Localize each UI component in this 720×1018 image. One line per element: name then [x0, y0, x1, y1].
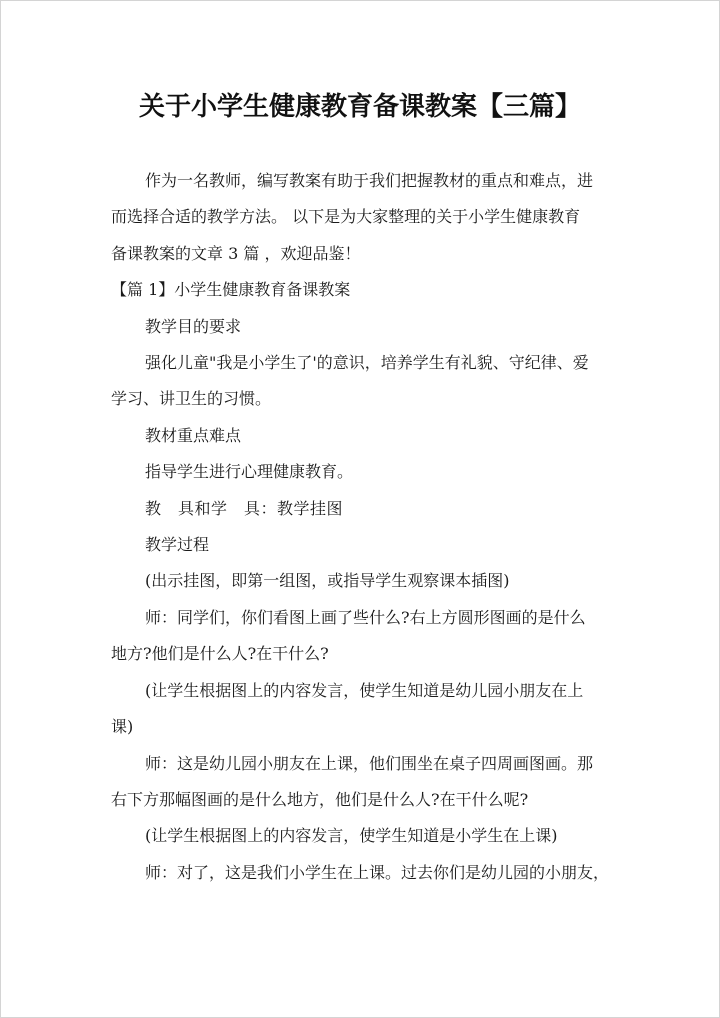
- paragraph-line: 作为一名教师，编写教案有助于我们把握教材的重点和难点，进: [145, 171, 594, 190]
- subheading: 教学目的要求: [145, 316, 242, 336]
- section-heading: 【篇 1】小学生健康教育备课教案: [111, 280, 351, 300]
- subheading: 教材重点难点: [145, 425, 242, 445]
- paragraph-line: 备课教案的文章 3 篇 ，欢迎品鉴！: [111, 243, 361, 263]
- paragraph-line: 指导学生进行心理健康教育。: [145, 462, 354, 482]
- paragraph-line: 师：同学们，你们看图上画了些什么?右上方圆形图画的是什么: [145, 607, 586, 627]
- paragraph-line: 师：这是幼儿园小朋友在上课，他们围坐在桌子四周画图画。那: [145, 753, 594, 773]
- subheading: 教学过程: [145, 535, 210, 555]
- document-body: [111, 163, 617, 891]
- paragraph-line: (让学生根据图上的内容发言，使学生知道是小学生在上课): [145, 826, 558, 846]
- paragraph-line: (让学生根据图上的内容发言，使学生知道是幼儿园小朋友在上: [145, 680, 584, 700]
- paragraph-line: 课): [111, 717, 134, 737]
- paragraph-line: 右下方那幅图画的是什么地方，他们是什么人?在干什么呢?: [111, 789, 529, 809]
- document-title: 关于小学生健康教育备课教案【三篇】: [138, 92, 581, 122]
- paragraph-line: 强化儿童"我是小学生了'的意识，培养学生有礼貌、守纪律、爱: [145, 353, 589, 373]
- paragraph-line: (出示挂图，即第一组图，或指导学生观察课本插图): [145, 571, 510, 591]
- paragraph-line: 师：对了，这是我们小学生在上课。过去你们是幼儿园的小朋友，: [145, 862, 610, 882]
- paragraph-line: 学习、讲卫生的习惯。: [111, 389, 272, 409]
- paragraph-line: 地方?他们是什么人?在干什么?: [111, 644, 329, 664]
- paragraph-line: 教 具和学 具：教学挂图: [145, 498, 344, 518]
- paragraph-line: 而选择合适的教学方法。 以下是为大家整理的关于小学生健康教育: [111, 207, 581, 227]
